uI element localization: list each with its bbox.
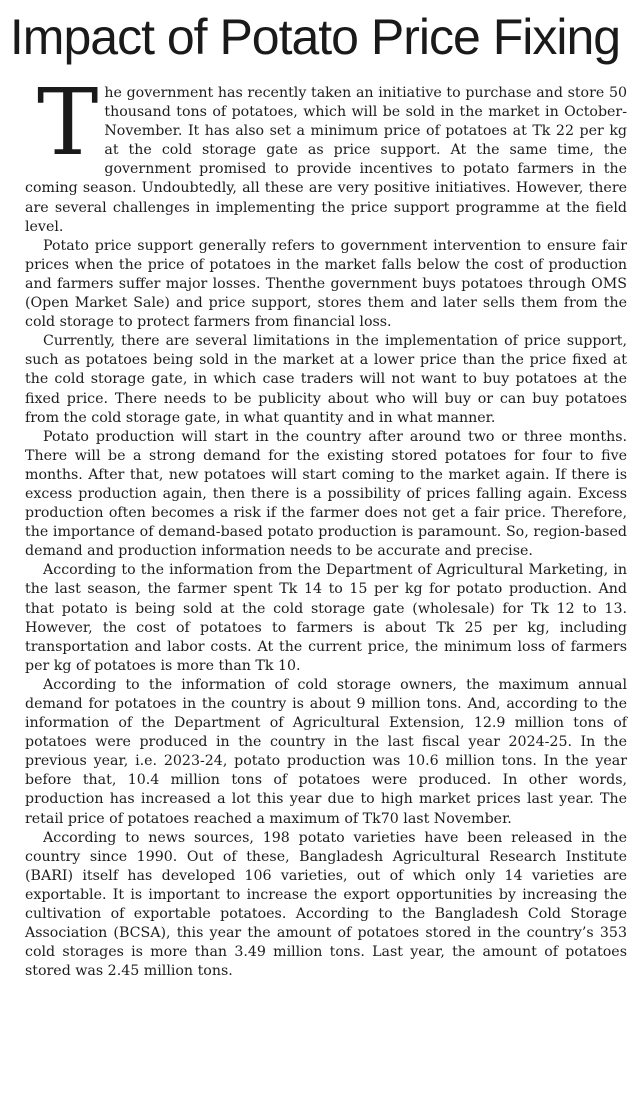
article-paragraph-7: According to news sources, 198 potato varieties have been released in the country since 1990. Out of these, Bangladesh Agricultural Research Institute (BARI) itself has developed 106 varieties, out of which only 14 varieties are exportable. It is important to increase the export opportunities by increasing the cultivation of exportable potatoes. According to the Bangladesh Cold Storage Association (BCSA), this year the amount of potatoes stored in the country’s 353 cold storages is more than 3.49 million tons. Last year, the amount of potatoes stored was 2.45 million tons.: [25, 829, 627, 980]
article-paragraph-4: Potato production will start in the country after around two or three months. There will be a strong demand for the existing stored potatoes for four to five months. After that, new potatoes will start coming to the market again. If there is excess production again, then there is a possibility of prices falling again. Excess production often becomes a risk if the farmer does not get a fair price. Therefore, the importance of demand-based potato production is paramount. So, region-based demand and production information needs to be accurate and precise.: [25, 428, 627, 560]
article-paragraph-2: Potato price support generally refers to government intervention to ensure fair prices when the price of potatoes in the market falls below the cost of production and farmers suffer major losses. Thenthe government buys potatoes through OMS (Open Market Sale) and price support, stores them and later sells them from the cold storage to protect farmers from financial loss.: [25, 237, 627, 331]
drop-cap: T: [37, 69, 99, 176]
paragraph-1-text: he government has recently taken an initiative to purchase and store 50 thousand tons of potatoes, which will be sold in the market in October-November. It has also set a minimum price of potatoes at Tk 22 per kg at the cold storage gate as price support. At the same time, the government promised to provide incentives to potato farmers in the coming season. Undoubtedly, all these are very positive initiatives. However, there are several challenges in implementing the price support programme at the field level.: [25, 85, 627, 235]
article-paragraph-3: Currently, there are several limitations in the implementation of price support, such as potatoes being sold in the market at a lower price than the price fixed at the cold storage gate, in which case traders will not want to buy potatoes at the fixed price. There needs to be publicity about who will buy or can buy potatoes from the cold storage gate, in what quantity and in what manner.: [25, 333, 627, 426]
article-paragraph-5: According to the information from the Department of Agricultural Marketing, in the last season, the farmer spent Tk 14 to 15 per kg for potato production. And that potato is being sold at the cold storage gate (wholesale) for Tk 12 to 13. However, the cost of potatoes to farmers is about Tk 25 per kg, including transportation and labor costs. At the current price, the minimum loss of farmers per kg of potatoes is more than Tk 10.: [25, 562, 627, 674]
article-paragraph-6: According to the information of cold storage owners, the maximum annual demand for potatoes in the country is about 9 million tons. And, according to the information of the Department of Agricultural Extension, 12.9 million tons of potatoes were produced in the country in the last fiscal year 2024-25. In the previous year, i.e. 2023-24, potato production was 10.6 million tons. In the year before that, 10.4 million tons of potatoes were produced. In other words, production has increased a lot this year due to high market prices last year. The retail price of potatoes reached a maximum of Tk70 last November.: [25, 676, 627, 827]
article-headline: Impact of Potato Price Fixing: [9, 9, 621, 65]
article-body: [25, 69, 627, 981]
article-paragraph-1: [25, 69, 627, 237]
